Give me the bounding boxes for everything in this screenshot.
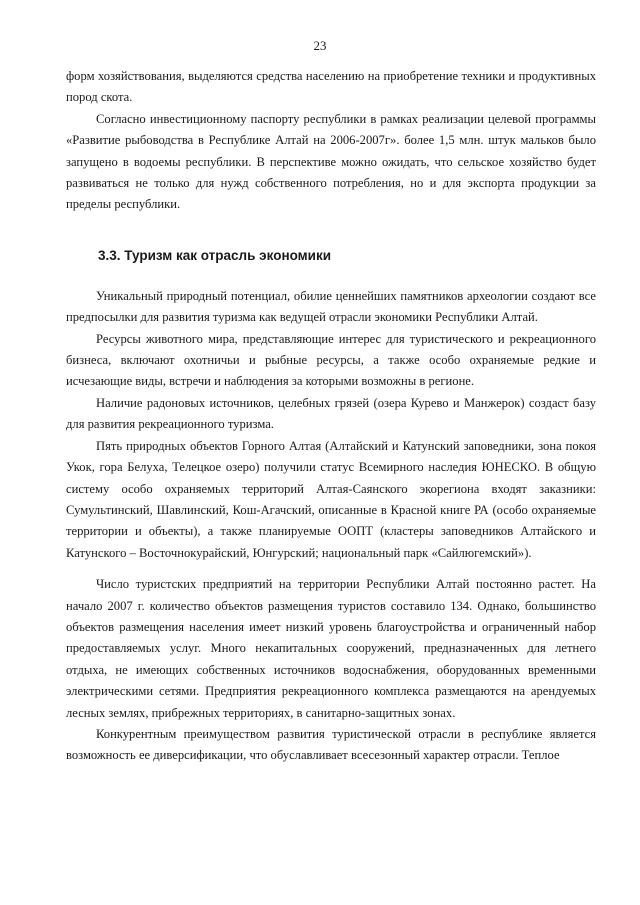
spacer: [66, 216, 596, 247]
section-heading: 3.3. Туризм как отрасль экономики: [98, 247, 332, 263]
spacer: [66, 265, 596, 286]
page-number: 23: [313, 38, 327, 53]
paragraph-wildlife-resources: Ресурсы животного мира, представляющие интерес для туристического и рекреационного бизнеса, включают охотничьи и рыбные ресурсы, а также особо охраняемые редкие и исчезающие виды, встречи и наблюдения за которыми возможны в регионе.: [66, 331, 596, 389]
paragraph-investment-passport: Согласно инвестиционному паспорту республики в рамках реализации целевой программы «Развитие рыбоводства в Республике Алтай на 2006-2007г». более 1,5 млн. штук мальков было запущено в водоемы республики. В перспективе можно ожидать, что сельское хозяйство будет развиваться не только для нужд собственного потребления, но и для экспорта продукции за пределы республики.: [66, 111, 596, 212]
paragraph-continuation: форм хозяйствования, выделяются средства населению на приобретение техники и продуктивных пород скота.: [66, 69, 596, 105]
paragraph-radon-sources: Наличие радоновых источников, целебных грязей (озера Курево и Манжерок) создаст базу для развития рекреационного туризма.: [66, 395, 596, 432]
paragraph-unesco-heritage: Пять природных объектов Горного Алтая (Алтайский и Катунский заповедники, зона покоя Укок, гора Белуха, Телецкое озеро) получили статус Всемирного наследия ЮНЕСКО. В общую систему особо охраняемых территорий Алтая-Саянского экорегиона входят заказники: Сумультинский, Шавлинский, Кош-Агачский, описанные в Красной книге РА (особо охраняемые территории и объекты), а также планируемые ООПТ (кластеры заповедников Алтайского и Катунского – Восточнокурайский, Юнгурский; национальный парк «Сайлюгемский»).: [66, 438, 596, 560]
spacer: [66, 564, 596, 574]
paragraph-tourist-enterprises: Число туристских предприятий на территории Республики Алтай постоянно растет. На начало 2007 г. количество объектов размещения туристов составило 134. Однако, большинство объектов размещения населения имеет низкий уровень благоустройства и ограниченный набор предоставляемых услуг. Много некапитальных сооружений, предназначенных для летнего отдыха, не имеющих собственных источников водоснабжения, оборудованных временными электрическими сетями. Предприятия рекреационного комплекса размещаются на арендуемых лесных землях, прибрежных территориях, в санитарно-защитных зонах.: [66, 577, 596, 720]
page-content: [66, 66, 596, 767]
paragraph-competitive-advantage: Конкурентным преимуществом развития туристической отрасли в республике является возможность ее диверсификации, что обуславливает всесезонный характер отрасли. Теплое: [66, 726, 596, 763]
paragraph-natural-potential: Уникальный природный потенциал, обилие ценнейших памятников археологии создают все предпосылки для развития туризма как ведущей отрасли экономики Республики Алтай.: [66, 288, 596, 325]
